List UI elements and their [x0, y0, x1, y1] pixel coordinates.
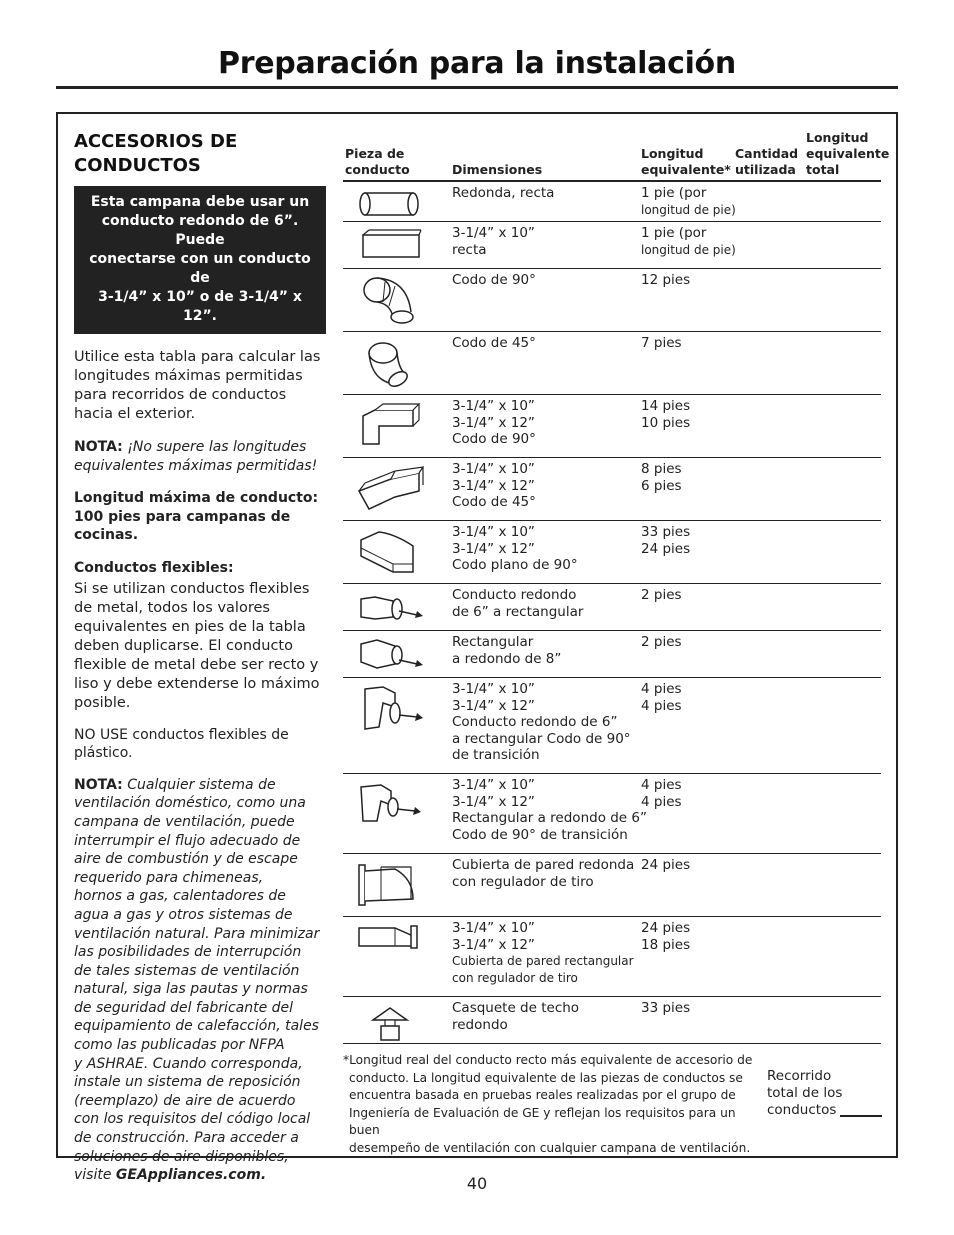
- dim-line: con regulador de tiro: [452, 970, 578, 985]
- rect-wall-cap-icon: [355, 922, 425, 952]
- max-length-line: cocinas.: [74, 527, 139, 544]
- dim-line: de 6” a rectangular: [452, 603, 584, 620]
- len-line: 7 pies: [641, 335, 682, 351]
- table-row: [343, 997, 881, 1044]
- note-1-text: ¡No supere las longitudes: [122, 439, 307, 455]
- table-row: [343, 521, 881, 584]
- row-equiv-length: [641, 920, 690, 953]
- dim-line: 3-1/4” x 12”: [452, 697, 535, 714]
- table-row: [343, 269, 881, 332]
- page-number: 40: [466, 1174, 488, 1193]
- flex-line: de metal, todos los valores: [74, 599, 270, 616]
- len-line: 24 pies: [641, 857, 691, 873]
- row-dimensions: [452, 920, 634, 986]
- len-line: 24 pies: [641, 920, 691, 936]
- dim-line: a redondo de 8”: [452, 650, 562, 667]
- no-plastic-line: NO USE conductos flexibles de: [74, 726, 289, 743]
- elbow-45-icon: [355, 337, 425, 391]
- note-2-line: equipamiento de calefacción, tales: [74, 1018, 319, 1035]
- len-line: 1 pie (por: [641, 225, 707, 241]
- len-line: 33 pies: [641, 1000, 691, 1016]
- row-equiv-length: [641, 225, 736, 258]
- visit-prefix: visite: [74, 1167, 116, 1184]
- row-equiv-length: [641, 335, 682, 352]
- len-line: 8 pies: [641, 461, 682, 477]
- intro-line: para recorridos de conductos: [74, 387, 287, 403]
- header-text: Longitud: [641, 146, 704, 161]
- table-row: [343, 222, 881, 269]
- table-row: [343, 182, 881, 222]
- table-row: [343, 917, 881, 997]
- row-equiv-length: [641, 272, 690, 289]
- note-1-text: equivalentes máximas permitidas!: [74, 457, 318, 474]
- callout-line: conducto redondo de 6”. Puede: [101, 213, 299, 248]
- note-2: [74, 776, 326, 1185]
- row-equiv-length: [641, 461, 682, 494]
- dim-line: Conducto redondo de 6”: [452, 714, 618, 730]
- table-row: [343, 854, 881, 917]
- dim-line: Codo de 90° de transición: [452, 826, 628, 843]
- note-2-line: Cualquier sistema de: [122, 776, 276, 793]
- footnote-line: desempeño de ventilación con cualquier campana de ventilación.: [349, 1140, 751, 1155]
- len-line: 18 pies: [641, 936, 691, 953]
- row-dimensions: [452, 1000, 579, 1033]
- len-line: 4 pies: [641, 777, 682, 793]
- total-run-line: conductos: [767, 1102, 837, 1118]
- note-2-line: ventilación natural. Para minimizar: [74, 925, 320, 942]
- note-2-line: hornos a gas, calentadores de: [74, 888, 286, 905]
- total-run-line: Recorrido: [767, 1068, 832, 1084]
- len-line: 24 pies: [641, 540, 691, 557]
- no-plastic-line: plástico.: [74, 745, 133, 762]
- note-1-label: NOTA:: [74, 439, 123, 455]
- footnote-line: *Longitud real del conducto recto más equivalente de accesorio de: [343, 1053, 753, 1067]
- title-rule: [56, 86, 898, 89]
- row-equiv-length: [641, 1000, 690, 1017]
- dim-line: Codo de 45°: [452, 494, 536, 510]
- callout-line: 3-1/4” x 10” o de 3-1/4” x 12”.: [98, 289, 302, 324]
- len-line: 6 pies: [641, 477, 682, 494]
- dim-line: Cubierta de pared rectangular: [452, 954, 634, 968]
- dim-line: Rectangular: [452, 634, 534, 650]
- len-line: 33 pies: [641, 524, 691, 540]
- dim-line: Codo de 90°: [452, 431, 536, 447]
- intro-paragraph: [74, 348, 326, 424]
- header-total: [806, 130, 889, 178]
- dim-line: recta: [452, 241, 487, 258]
- round-straight-duct-icon: [355, 187, 425, 217]
- left-column: [74, 130, 326, 1185]
- note-2-line: instale un sistema de reposición: [74, 1074, 301, 1091]
- row-equiv-length: [641, 524, 690, 557]
- note-2-line: natural, siga las pautas y normas: [74, 981, 308, 998]
- flat-elbow-90-icon: [355, 526, 425, 576]
- duct-fittings-table: [343, 126, 890, 1044]
- dim-line: de transición: [452, 747, 540, 763]
- note-2-line: aire de combustión y de escape: [74, 851, 298, 868]
- header-quantity: [735, 146, 798, 178]
- note-2-line: agua a gas y otros sistemas de: [74, 906, 293, 923]
- rect-to-round-elbow-icon: [355, 779, 425, 825]
- row-dimensions: [452, 857, 634, 890]
- section-title: [74, 130, 326, 178]
- intro-line: hacia el exterior.: [74, 406, 196, 422]
- round-wall-cap-icon: [355, 859, 425, 911]
- len-line: 4 pies: [641, 697, 682, 714]
- table-row: [343, 458, 881, 521]
- note-2-line: campana de ventilación, puede: [74, 813, 295, 830]
- header-text: Pieza de: [345, 146, 405, 161]
- dim-line: 3-1/4” x 10”: [452, 920, 535, 936]
- note-2-line: de construcción. Para acceder a: [74, 1130, 299, 1147]
- dim-line: Conducto redondo: [452, 587, 577, 603]
- dim-line: 3-1/4” x 10”: [452, 777, 535, 793]
- note-2-line: ventilación doméstico, como una: [74, 795, 306, 812]
- note-2-line: requerido para chimeneas,: [74, 869, 264, 886]
- section-title-line-2: CONDUCTOS: [74, 155, 201, 176]
- row-dimensions: [452, 185, 554, 202]
- flex-line: deben duplicarse. El conducto: [74, 637, 293, 654]
- page-title: Preparación para la instalación: [218, 46, 736, 81]
- footnote-line: encuentra basada en pruebas reales realizadas por el grupo de: [349, 1088, 736, 1102]
- table-row: [343, 774, 881, 854]
- row-dimensions: [452, 524, 578, 574]
- row-dimensions: [452, 587, 583, 620]
- dim-line: 3-1/4” x 10”: [452, 225, 535, 241]
- dim-line: Codo plano de 90°: [452, 557, 578, 573]
- elbow-90-icon: [355, 274, 425, 328]
- header-piece: [345, 146, 410, 178]
- flex-line: Si se utilizan conductos flexibles: [74, 580, 310, 597]
- dim-line: 3-1/4” x 12”: [452, 793, 535, 810]
- dim-line: Codo de 45°: [452, 335, 536, 351]
- len-line: 1 pie (por: [641, 185, 707, 201]
- header-text: Longitud: [806, 130, 869, 145]
- len-line: 10 pies: [641, 414, 691, 431]
- row-equiv-length: [641, 185, 736, 218]
- flex-line: liso y debe extenderse lo máximo: [74, 675, 320, 692]
- header-text: utilizada: [735, 162, 796, 177]
- dim-line: redondo: [452, 1016, 508, 1033]
- len-line: 2 pies: [641, 587, 682, 603]
- note-2-line: de tales sistemas de ventilación: [74, 962, 300, 979]
- rect-elbow-45-icon: [355, 463, 425, 515]
- footnote-line: conducto. La longitud equivalente de las piezas de conductos se: [349, 1070, 743, 1085]
- callout-line: Esta campana debe usar un: [90, 194, 310, 210]
- header-text: equivalente: [806, 146, 890, 161]
- row-dimensions: [452, 461, 536, 511]
- max-length-line: 100 pies para campanas de: [74, 508, 291, 525]
- footnote-line: Ingeniería de Evaluación de GE y reflejan los requisitos para un buen: [349, 1105, 736, 1137]
- row-dimensions: [452, 634, 561, 667]
- total-run-blank[interactable]: [840, 1115, 882, 1117]
- table-row: [343, 584, 881, 631]
- note-2-label: NOTA:: [74, 776, 123, 793]
- table-row: [343, 332, 881, 395]
- max-length-line: Longitud máxima de conducto:: [74, 490, 319, 507]
- total-run-line: total de los: [767, 1085, 843, 1101]
- dim-line: a rectangular Codo de 90°: [452, 730, 631, 747]
- header-equiv-length: [641, 146, 731, 178]
- row-dimensions: [452, 272, 536, 289]
- round-to-rect-transition-icon: [355, 589, 425, 625]
- note-2-line: con los requisitos del código local: [74, 1111, 311, 1128]
- flex-line: flexible de metal debe ser recto y: [74, 656, 319, 673]
- dim-line: 3-1/4” x 10”: [452, 461, 535, 477]
- row-equiv-length: [641, 777, 682, 810]
- dim-line: 3-1/4” x 12”: [452, 477, 535, 494]
- table-row: [343, 678, 881, 774]
- note-2-line: interrumpir el flujo adecuado de: [74, 832, 301, 849]
- header-text: Cantidad: [735, 146, 799, 161]
- ge-appliances-link[interactable]: GEAppliances.com.: [115, 1167, 267, 1184]
- row-equiv-length: [641, 857, 690, 874]
- note-2-line: como las publicadas por NFPA: [74, 1037, 285, 1054]
- dim-line: 3-1/4” x 12”: [452, 540, 535, 557]
- dim-line: 3-1/4” x 10”: [452, 524, 535, 540]
- dim-line: 3-1/4” x 10”: [452, 398, 535, 414]
- len-line: 2 pies: [641, 634, 682, 650]
- dim-line: con regulador de tiro: [452, 873, 594, 890]
- rect-elbow-90-icon: [355, 400, 425, 450]
- row-equiv-length: [641, 634, 682, 651]
- intro-line: longitudes máximas permitidas: [74, 368, 303, 384]
- row-equiv-length: [641, 587, 682, 604]
- header-text: conducto: [345, 162, 410, 177]
- row-dimensions: [452, 398, 536, 448]
- header-dimensions: Dimensiones: [452, 162, 543, 177]
- len-line: longitud de pie): [641, 202, 736, 217]
- row-dimensions: [452, 335, 536, 352]
- dim-line: 3-1/4” x 12”: [452, 414, 535, 431]
- note-2-line: (reemplazo) de aire de acuerdo: [74, 1092, 296, 1109]
- flex-line: posible.: [74, 694, 131, 711]
- header-text: total: [806, 162, 840, 177]
- dim-line: Rectangular a redondo de 6”: [452, 810, 647, 826]
- len-line: 4 pies: [641, 681, 682, 697]
- rect-straight-duct-icon: [355, 227, 425, 261]
- dim-line: Cubierta de pared redonda: [452, 857, 635, 873]
- row-dimensions: [452, 777, 647, 843]
- row-dimensions: [452, 225, 535, 258]
- table-header: [343, 126, 890, 182]
- requirement-callout: [74, 186, 326, 334]
- len-line: 4 pies: [641, 793, 682, 810]
- callout-line: conectarse con un conducto de: [89, 251, 311, 286]
- dim-line: Casquete de techo: [452, 1000, 580, 1016]
- table-row: [343, 631, 881, 678]
- note-2-line: y ASHRAE. Cuando corresponda,: [74, 1055, 303, 1072]
- dim-line: 3-1/4” x 10”: [452, 681, 535, 697]
- note-1: [74, 438, 326, 475]
- note-2-line: las posibilidades de interrupción: [74, 944, 302, 961]
- row-equiv-length: [641, 398, 690, 431]
- dim-line: Codo de 90°: [452, 272, 536, 288]
- roof-cap-icon: [355, 1002, 425, 1042]
- table-row: [343, 395, 881, 458]
- header-text: equivalente*: [641, 162, 731, 177]
- intro-line: Utilice esta tabla para calcular las: [74, 349, 321, 365]
- note-2-line: soluciones de aire disponibles,: [74, 1148, 289, 1165]
- flex-line: equivalentes en pies de la tabla: [74, 618, 306, 635]
- flex-heading: Conductos flexibles:: [74, 559, 234, 576]
- dim-line: Redonda, recta: [452, 185, 555, 201]
- len-line: longitud de pie): [641, 242, 736, 257]
- max-length-note: [74, 489, 326, 545]
- len-line: 14 pies: [641, 398, 691, 414]
- row-equiv-length: [641, 681, 682, 714]
- rect-to-round-transition-icon: [355, 636, 425, 672]
- row-dimensions: [452, 681, 631, 764]
- dim-line: 3-1/4” x 12”: [452, 936, 535, 953]
- round-to-rect-elbow-icon: [355, 683, 425, 733]
- len-line: 12 pies: [641, 272, 691, 288]
- no-plastic-note: [74, 726, 326, 763]
- flex-paragraph: [74, 580, 326, 713]
- section-title-line-1: ACCESORIOS DE: [74, 131, 238, 152]
- footnote: [343, 1052, 753, 1157]
- note-2-line: de seguridad del fabricante del: [74, 999, 294, 1016]
- total-run-label: [767, 1068, 842, 1119]
